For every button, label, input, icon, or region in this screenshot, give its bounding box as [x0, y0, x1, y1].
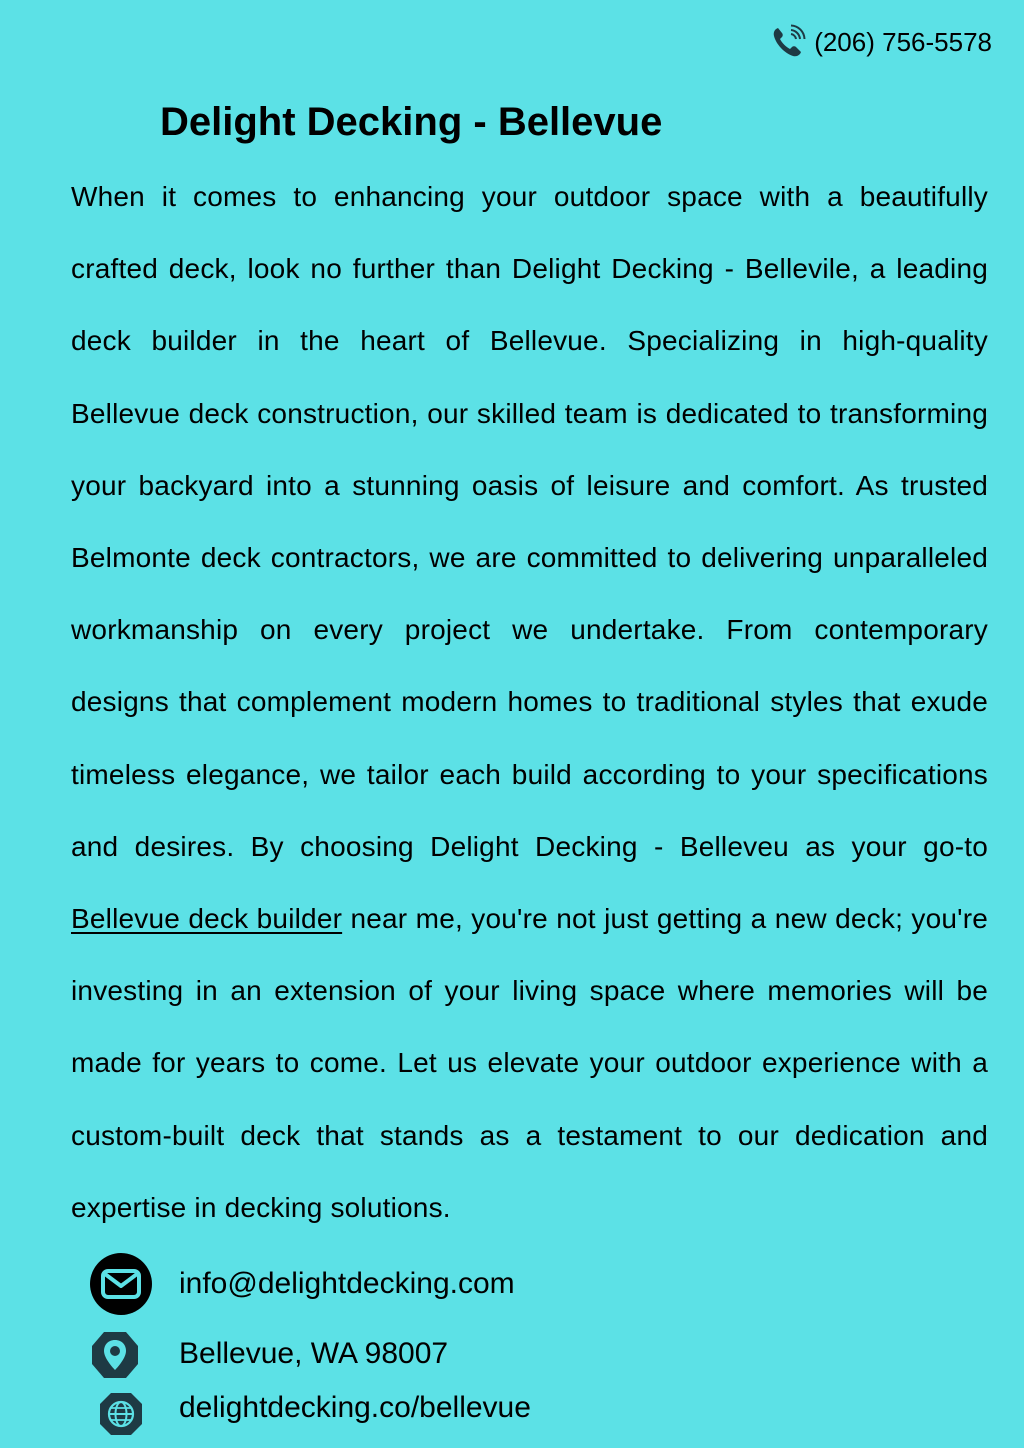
phone-icon — [770, 24, 806, 60]
phone-contact[interactable] — [770, 24, 992, 60]
contact-website-row — [0, 1390, 1024, 1440]
body-text-start: When it comes to enhancing your outdoor space with a beautifully crafted deck, look no further than Delight Decking - Bellevile, a leading deck builder in the heart of Bellevue. Specializing in high-quality Bellevue deck construction, our skilled team is dedicated to transforming your backyard into a stunning oasis of leisure and comfort. As trusted Belmonte deck contractors, we are committed to delivering unparalleled workmanship on every project we undertake. From contemporary designs that complement modern homes to traditional styles that exude timeless elegance, we tailor each build according to your specifications and desires. By choosing Delight Decking - Belleveu as your go-to — [71, 181, 988, 862]
street-address: Bellevue, WA 98007 — [179, 1337, 449, 1370]
phone-number[interactable]: (206) 756-5578 — [814, 27, 992, 57]
page-title: Delight Decking - Bellevue — [160, 100, 663, 144]
globe-icon — [99, 1392, 143, 1436]
body-paragraph — [71, 161, 988, 1244]
body-text-end: near me, you're not just getting a new deck; you're investing in an extension of your living space where memories will be made for years to come. Let us elevate your outdoor experience with a custom-built deck that stands as a testament to our dedication and expertise in decking solutions. — [71, 903, 988, 1223]
bellevue-deck-builder-link[interactable]: Bellevue deck builder — [71, 903, 343, 935]
contact-email-row — [0, 1252, 1024, 1316]
website-url[interactable]: delightdecking.co/bellevue — [179, 1391, 531, 1424]
contact-address-row — [0, 1330, 1024, 1380]
location-pin-icon — [90, 1330, 140, 1380]
email-address[interactable]: info@delightdecking.com — [179, 1267, 515, 1300]
email-icon — [89, 1252, 153, 1316]
